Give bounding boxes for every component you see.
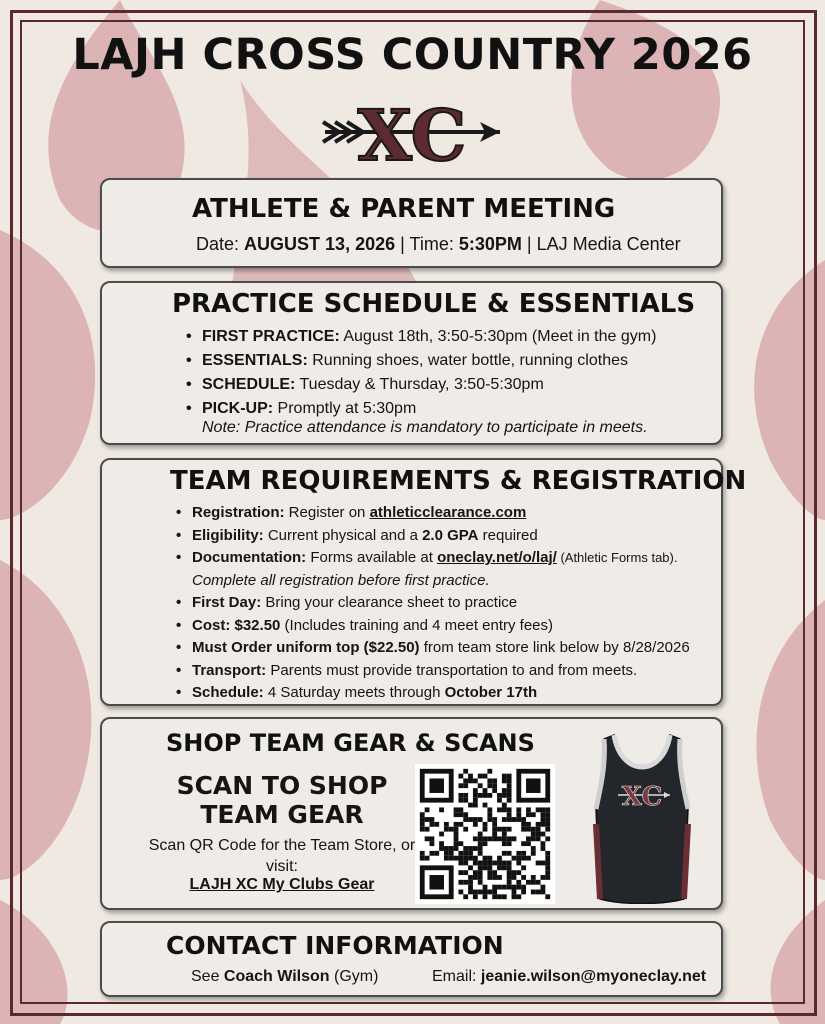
documentation-note: Complete all registration before first practice.	[192, 571, 490, 589]
list-item	[186, 325, 656, 349]
coach-line	[191, 968, 378, 986]
item-label: Cost:	[192, 616, 231, 634]
item-label: Documentation:	[192, 549, 307, 566]
requirements-panel	[100, 458, 747, 706]
email-link[interactable]: jeanie.wilson@myoneclay.net	[480, 968, 707, 985]
coach-name: Coach Wilson	[223, 968, 330, 985]
item-text: required	[478, 526, 538, 544]
oneclay-link[interactable]: oneclay.net/o/laj/	[437, 549, 557, 566]
item-label: PICK-UP:	[202, 400, 274, 417]
list-item	[176, 592, 690, 615]
qr-code-icon[interactable]	[415, 764, 555, 904]
list-item	[176, 637, 690, 660]
item-text: (Athletic Forms tab).	[556, 550, 678, 565]
practice-heading: PRACTICE SCHEDULE & ESSENTIALS	[172, 289, 696, 319]
coach-location: (Gym)	[329, 968, 379, 985]
item-text: 4 Saturday meets through	[263, 684, 445, 701]
jersey-image	[592, 729, 692, 904]
jersey-logo-text: XC	[621, 782, 663, 812]
list-item	[176, 682, 690, 705]
see-text: See	[191, 968, 224, 985]
item-text: Register on	[284, 504, 370, 521]
practice-note: Note: Practice attendance is mandatory to participate in meets.	[202, 419, 648, 436]
item-text: (Includes training and 4 meet entry fees)	[280, 616, 554, 634]
scan-instructions: Scan QR Code for the Team Store, or visit:	[148, 837, 416, 875]
meeting-details	[196, 234, 681, 255]
list-item	[176, 660, 690, 683]
item-text: Parents must provide transportation to and from meets.	[266, 661, 638, 679]
shop-heading: SHOP TEAM GEAR & SCANS	[166, 729, 535, 757]
requirements-list	[176, 502, 690, 705]
item-text: from team store link below by 8/28/2026	[419, 639, 690, 656]
item-label: Eligibility:	[192, 526, 264, 544]
meeting-heading: ATHLETE & PARENT MEETING	[192, 194, 616, 224]
list-item	[176, 502, 690, 525]
scan-title	[102, 771, 462, 829]
list-item	[186, 373, 656, 397]
item-label: Registration:	[192, 504, 285, 521]
list-item	[176, 525, 690, 548]
item-label: )	[414, 639, 420, 656]
scan-title-line: TEAM GEAR	[200, 800, 364, 829]
requirements-heading: TEAM REQUIREMENTS & REGISTRATION	[170, 466, 747, 496]
item-label: SCHEDULE:	[202, 376, 296, 393]
item-label: ESSENTIALS:	[202, 352, 308, 369]
item-label: Schedule:	[192, 684, 264, 701]
meeting-panel	[100, 178, 723, 268]
meeting-date: AUGUST 13, 2026	[244, 234, 396, 254]
item-text: Current physical and a	[263, 526, 423, 544]
page-title: LAJH CROSS COUNTRY 2026	[72, 30, 753, 80]
uniform-price: $22.50	[368, 639, 415, 656]
date-label: Date:	[196, 234, 240, 254]
contact-panel	[100, 921, 723, 997]
practice-panel	[100, 281, 723, 445]
shop-panel	[100, 717, 723, 910]
email-label: Email:	[432, 968, 481, 985]
list-item	[176, 547, 690, 592]
item-text: August 18th, 3:50-5:30pm (Meet in the gym)	[339, 328, 657, 345]
athleticclearance-link[interactable]: athleticclearance.com	[369, 504, 527, 521]
item-label: Must Order uniform top (	[192, 639, 369, 656]
item-text: Bring your clearance sheet to practice	[261, 594, 518, 611]
list-item	[186, 349, 656, 373]
cost-amount: $32.50	[230, 616, 281, 634]
practice-list	[186, 325, 656, 421]
item-label: First Day:	[192, 594, 262, 611]
email-line	[432, 968, 706, 986]
logo-text: XC	[357, 94, 467, 172]
item-label: FIRST PRACTICE:	[202, 328, 340, 345]
gpa-value: 2.0 GPA	[422, 526, 479, 544]
item-text: Running shoes, water bottle, running clothes	[307, 352, 628, 369]
meeting-time: 5:30PM	[458, 234, 522, 254]
list-item	[186, 397, 656, 421]
item-text: Forms available at	[306, 549, 438, 566]
scan-title-line: SCAN TO SHOP	[176, 771, 388, 800]
team-store-link[interactable]: LAJH XC My Clubs Gear	[189, 876, 375, 893]
item-text: Tuesday & Thursday, 3:50-5:30pm	[295, 376, 544, 393]
item-label: Transport:	[192, 661, 267, 679]
time-label: | Time:	[400, 234, 454, 254]
list-item	[176, 615, 690, 638]
contact-heading: CONTACT INFORMATION	[166, 931, 504, 960]
meeting-location: | LAJ Media Center	[526, 234, 681, 254]
item-text: Promptly at 5:30pm	[273, 400, 417, 417]
xc-arrow-logo	[315, 92, 510, 172]
schedule-date: October 17th	[444, 684, 538, 701]
